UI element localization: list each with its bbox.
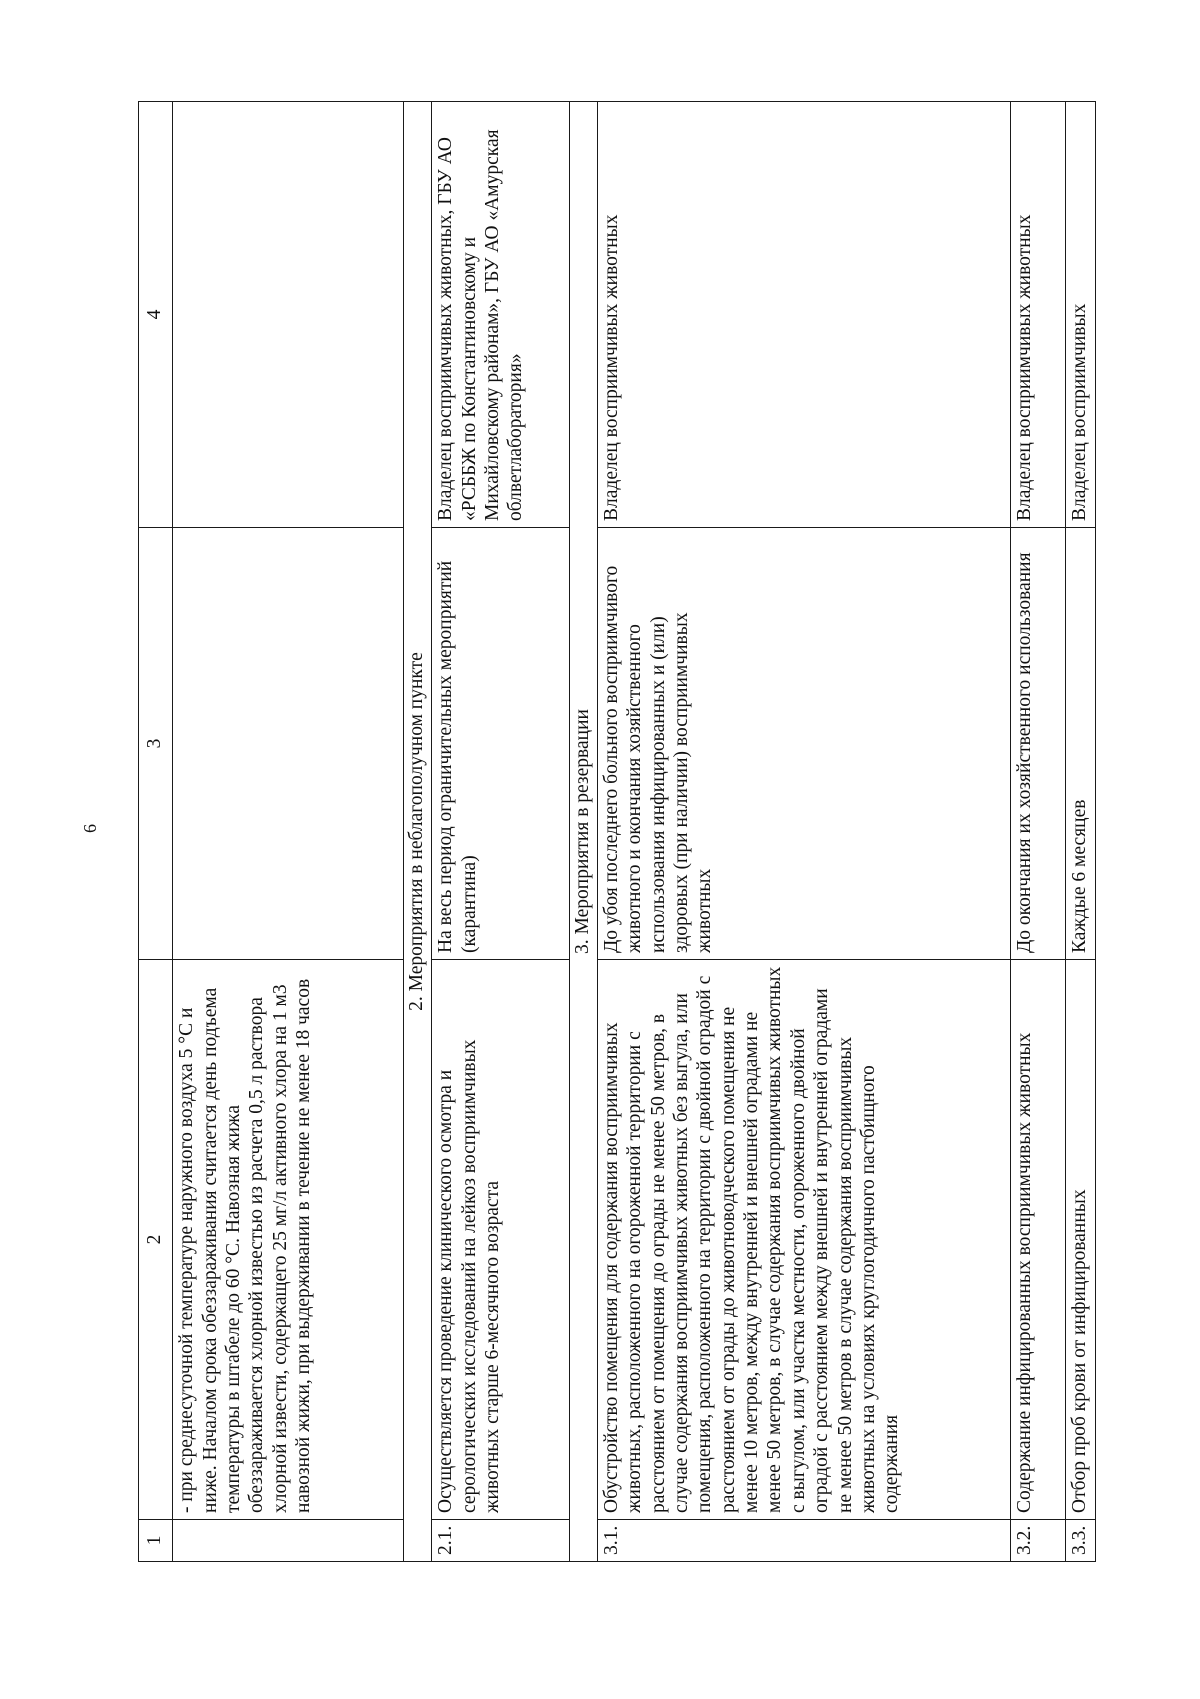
header-col-3: 3 bbox=[139, 528, 173, 960]
row-term bbox=[173, 528, 404, 960]
row-measure: Отбор проб крови от инфицированных bbox=[1065, 960, 1095, 1520]
header-col-2: 2 bbox=[139, 960, 173, 1520]
row-term: На весь период ограничительных мероприятий (карантина) bbox=[432, 528, 570, 960]
header-col-4: 4 bbox=[139, 102, 173, 528]
table-row bbox=[432, 102, 570, 1562]
table-row bbox=[1065, 102, 1095, 1562]
row-responsible: Владелец восприимчивых bbox=[1065, 102, 1095, 528]
table-header-row bbox=[139, 102, 173, 1562]
section-header-row bbox=[569, 102, 597, 1562]
header-col-1: 1 bbox=[139, 1520, 173, 1562]
row-term: До окончания их хозяйственного использования bbox=[1010, 528, 1065, 960]
table-row bbox=[173, 102, 404, 1562]
page-number: 6 bbox=[80, 824, 100, 833]
row-measure: - при среднесуточной температуре наружного воздуха 5 °С и ниже. Началом срока обеззараживания считается день подъема температуры в штабеле до 60 °С. Навозная жижа обеззараживается хлорной известью из расчета 0,5 л раствора хлорной извести, содержащего 25 мг/л активного хлора на 1 м3 навозной жижи, при выдерживании в течение не менее 18 часов bbox=[173, 960, 404, 1520]
row-responsible bbox=[173, 102, 404, 528]
row-measure: Содержание инфицированных восприимчивых животных bbox=[1010, 960, 1065, 1520]
rotated-table-container bbox=[138, 102, 1096, 1562]
row-term: Каждые 6 месяцев bbox=[1065, 528, 1095, 960]
section-header-row bbox=[404, 102, 432, 1562]
table-row bbox=[597, 102, 1010, 1562]
row-responsible: Владелец восприимчивых животных, ГБУ АО «РСББЖ по Константиновскому и Михайловскому районам», ГБУ АО «Амурская облветлаборатория» bbox=[432, 102, 570, 528]
section-title: 3. Мероприятия в резервации bbox=[569, 102, 597, 1562]
row-term: До убоя последнего больного восприимчивого животного и окончания хозяйственного использования инфицированных и (или) здоровых (при наличии) восприимчивых животных bbox=[597, 528, 1010, 960]
section-title: 2. Мероприятия в неблагополучном пункте bbox=[404, 102, 432, 1562]
row-number: 3.1. bbox=[597, 1520, 1010, 1562]
row-measure: Обустройство помещения для содержания восприимчивых животных, расположенного на огороженной территории с расстоянием от помещения до ограды не менее 50 метров, в случае содержания восприимчивых животных без выгула, или помещения, расположенного на территории с двойной оградой с расстоянием от ограды до животноводческого помещения не менее 10 метров, между внутренней и внешней оградами не менее 50 метров, в случае содержания восприимчивых животных с выгулом, или участка местности, огороженного двойной оградой с расстоянием между внешней и внутренней оградами не менее 50 метров в случае содержания восприимчивых животных на условиях круглогодичного пастбищного содержания bbox=[597, 960, 1010, 1520]
row-measure: Осуществляется проведение клинического осмотра и серологических исследований на лейкоз восприимчивых животных старше 6-месячного возраста bbox=[432, 960, 570, 1520]
row-responsible: Владелец восприимчивых животных bbox=[1010, 102, 1065, 528]
row-number bbox=[173, 1520, 404, 1562]
table-row bbox=[1010, 102, 1065, 1562]
row-number: 2.1. bbox=[432, 1520, 570, 1562]
row-number: 3.3. bbox=[1065, 1520, 1095, 1562]
row-responsible: Владелец восприимчивых животных bbox=[597, 102, 1010, 528]
row-number: 3.2. bbox=[1010, 1520, 1065, 1562]
measures-table bbox=[138, 101, 1096, 1562]
